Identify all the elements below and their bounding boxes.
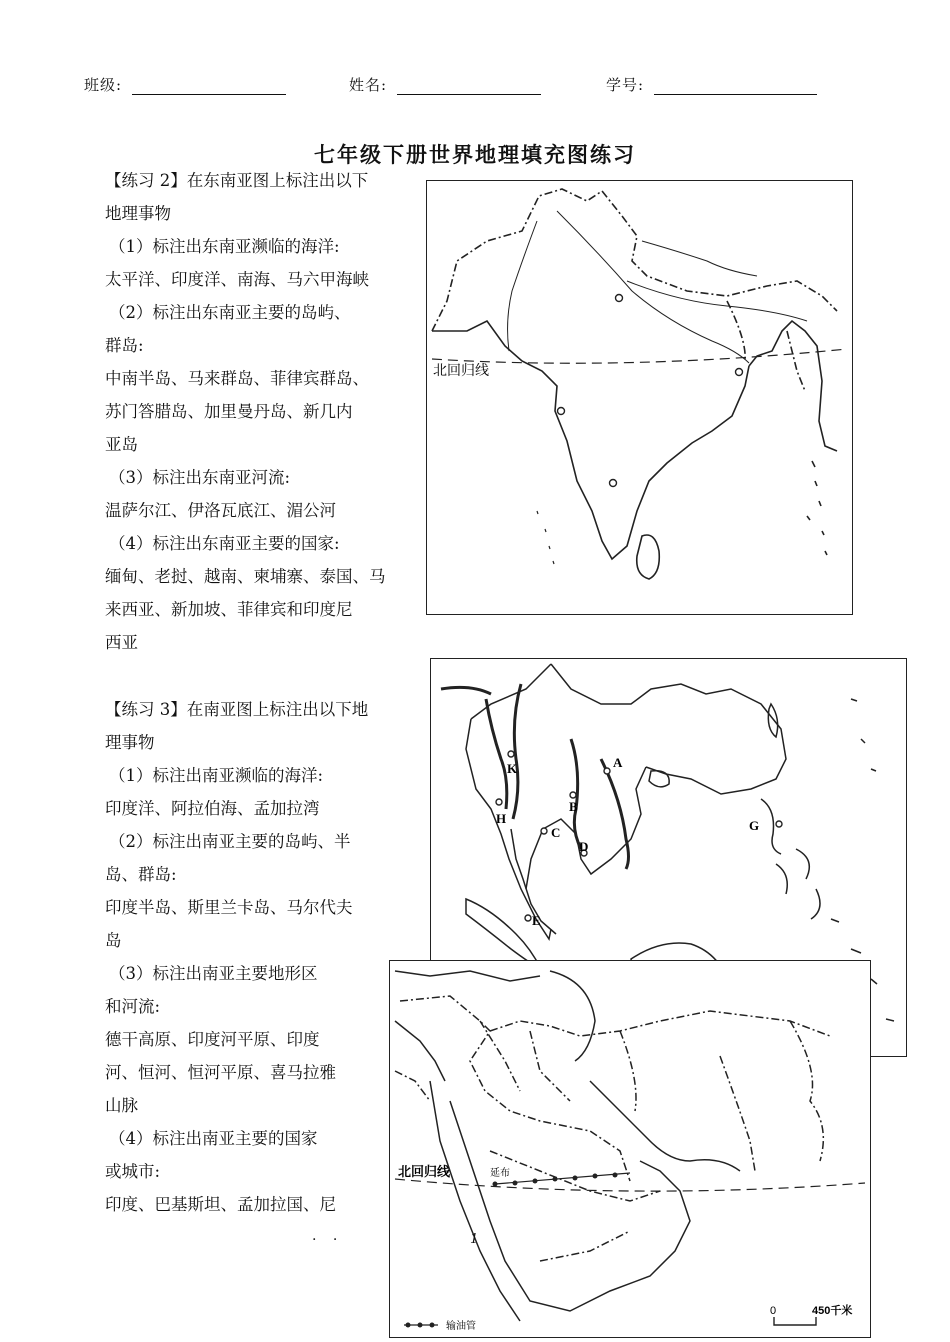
ex3-line: 和河流: bbox=[105, 997, 161, 1016]
ex3-line: 【练习 3】在南亚图上标注出以下地 bbox=[105, 700, 369, 719]
ex3-line: 印度、巴基斯坦、孟加拉国、尼 bbox=[105, 1195, 336, 1214]
ex2-line: 【练习 2】在东南亚图上标注出以下 bbox=[105, 171, 369, 190]
ex3-line: 理事物 bbox=[105, 733, 155, 752]
ex2-line: （2）标注出东南亚主要的岛屿、 bbox=[109, 303, 351, 322]
ex2-line: 亚岛 bbox=[105, 435, 138, 454]
ex2-line: 太平洋、印度洋、南海、马六甲海峡 bbox=[105, 270, 369, 289]
ex3-line: 印度洋、阿拉伯海、孟加拉湾 bbox=[105, 799, 320, 818]
west-asia-tropic-label: 北回归线 bbox=[398, 1164, 451, 1179]
class-blank[interactable] bbox=[132, 80, 286, 95]
west-asia-map-drawing bbox=[390, 961, 870, 1337]
se-label-a: A bbox=[613, 755, 623, 770]
south-asia-map-drawing bbox=[427, 181, 852, 614]
id-label: 学号: bbox=[606, 76, 645, 94]
page-number: 1 bbox=[470, 1232, 479, 1247]
scale-label: 450千米 bbox=[812, 1305, 853, 1317]
ex2-line: （1）标注出东南亚濒临的海洋: bbox=[109, 237, 340, 256]
ex2-line: 群岛: bbox=[105, 336, 144, 355]
ex2-line: 温萨尔江、伊洛瓦底江、湄公河 bbox=[105, 501, 336, 520]
ex3-line: 河、恒河、恒河平原、喜马拉雅 bbox=[105, 1063, 336, 1082]
exercise-3-text bbox=[105, 693, 368, 1221]
ex3-line: 或城市: bbox=[105, 1162, 161, 1181]
ex3-line: 山脉 bbox=[105, 1096, 138, 1115]
name-blank[interactable] bbox=[397, 80, 541, 95]
se-label-c: C bbox=[551, 825, 561, 840]
exercise-2-text bbox=[105, 164, 386, 659]
footer-dots: . . bbox=[312, 1228, 344, 1244]
south-asia-tropic-label: 北回归线 bbox=[433, 362, 489, 378]
name-field bbox=[349, 74, 541, 95]
se-label-g: G bbox=[749, 818, 760, 833]
ex3-line: （2）标注出南亚主要的岛屿、半 bbox=[109, 832, 351, 851]
class-label: 班级: bbox=[84, 76, 123, 94]
ex3-line: 德干高原、印度河平原、印度 bbox=[105, 1030, 320, 1049]
ex3-line: （4）标注出南亚主要的国家 bbox=[109, 1129, 318, 1148]
west-asia-map bbox=[389, 960, 871, 1338]
id-field bbox=[606, 74, 817, 95]
ex3-line: （3）标注出南亚主要地形区 bbox=[109, 964, 318, 983]
ex2-line: 来西亚、新加坡、菲律宾和印度尼 bbox=[105, 600, 353, 619]
page-title: 七年级下册世界地理填充图练习 bbox=[314, 142, 636, 167]
se-label-k: K bbox=[507, 761, 518, 776]
se-label-h: H bbox=[496, 811, 507, 826]
ex2-line: （4）标注出东南亚主要的国家: bbox=[109, 534, 340, 553]
south-asia-map bbox=[426, 180, 853, 615]
yanbu-city-label: 延布 bbox=[490, 1168, 510, 1179]
ex2-line: （3）标注出东南亚河流: bbox=[109, 468, 291, 487]
ex3-line: 印度半岛、斯里兰卡岛、马尔代夫 bbox=[105, 898, 353, 917]
ex2-line: 地理事物 bbox=[105, 204, 171, 223]
ex3-line: 岛 bbox=[105, 931, 122, 950]
class-field bbox=[84, 74, 286, 95]
scale-zero: 0 bbox=[770, 1305, 777, 1317]
se-label-b: B bbox=[569, 799, 578, 814]
id-blank[interactable] bbox=[654, 80, 817, 95]
legend-pipeline-label: 输油管 bbox=[446, 1321, 476, 1332]
ex2-line: 中南半岛、马来群岛、菲律宾群岛、 bbox=[105, 369, 369, 388]
ex2-line: 苏门答腊岛、加里曼丹岛、新几内 bbox=[105, 402, 353, 421]
se-label-e: E bbox=[532, 913, 541, 928]
ex3-line: 岛、群岛: bbox=[105, 865, 177, 884]
ex2-line: 西亚 bbox=[105, 633, 138, 652]
ex3-line: （1）标注出南亚濒临的海洋: bbox=[109, 766, 324, 785]
ex2-line: 缅甸、老挝、越南、柬埔寨、泰国、马 bbox=[105, 567, 386, 586]
name-label: 姓名: bbox=[349, 76, 388, 94]
se-label-d: D bbox=[579, 839, 589, 854]
